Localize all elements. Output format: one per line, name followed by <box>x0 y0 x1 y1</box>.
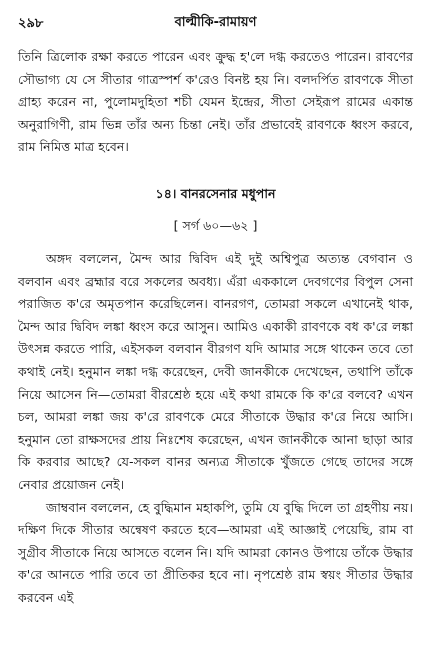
page-header <box>18 0 413 30</box>
page-number: ২৯৮ <box>18 16 44 31</box>
paragraph-jambavan: জাম্ববান বললেন, হে বুদ্ধিমান মহাকপি, তুমি যে বুদ্ধি দিলে তা গ্রহণীয় নয়। দক্ষিণ দিকে সীতার অন্বেষণ করতে হবে—আমরা এই আজ্ঞাই পেয়েছি, রাম বা সুগ্রীব সীতাকে নিয়ে আসতে বলেন নি। যদি আমরা কোনও উপায়ে তাঁকে উদ্ধার ক'রে আনতে পারি তবে তা প্রীতিকর হবে না। নৃপশ্রেষ্ঠ রাম স্বয়ং সীতার উদ্ধার করবেন এই <box>18 499 413 605</box>
paragraph-angada: অঙ্গদ বললেন, মৈন্দ আর দ্বিবিদ এই দুই অশ্বিপুত্র অত্যন্ত বেগবান ও বলবান এবং ব্রহ্মার বরে সকলের অবধ্য। এঁরা এককালে দেবগণের বিপুল সেনা পরাজিত ক'রে অমৃতপান করেছিলেন। বানরগণ, তোমরা সকলে এখানেই থাক, মৈন্দ আর দ্বিবিদ লঙ্কা ধ্বংস করে আসুন। আমিও একাকী রাবণকে বধ ক'রে লঙ্কা উৎসন্ন করতে পারি, এইসকল বলবান বীরগণ যদি আমার সঙ্গে থাকেন তবে তো কথাই নেই। হনুমান লঙ্কা দগ্ধ করেছেন, দেবী জানকীকে দেখেছেন, তথাপি তাঁকে নিয়ে আসেন নি—তোমরা বীরশ্রেষ্ঠ হয়ে এই কথা রামকে কি ক'রে বলবে? এখন চল, আমরা লঙ্কা জয় ক'রে রাবণকে মেরে সীতাকে উদ্ধার ক'রে নিয়ে আসি। হনুমান তো রাক্ষসদের প্রায় নিঃশেষ করেছেন, এখন জানকীকে আনা ছাড়া আর কি করবার আছে? যে-সকল বানর অন্যত্র সীতাকে খুঁজতে গেছে তাদের সঙ্গে নেবার প্রয়োজন নেই। <box>18 250 413 492</box>
section-title: ১৪। বানরসেনার মধুপান <box>155 185 276 201</box>
paragraph-continued: তিনি ত্রিলোক রক্ষা করতে পারেন এবং ক্রুদ্ধ হ'লে দগ্ধ করতেও পারেন। রাবণের সৌভাগ্য যে সে সীতার গাত্রস্পর্শ ক'রেও বিনষ্ট হয় নি। বলদর্পিত রাবণকে সীতা গ্রাহ্য করেন না, পুলোমদুহিতা শচী যেমন ইন্দ্রের, সীতা সেইরূপ রামের একান্ত অনুরাগিণী, রাম ভিন্ন তাঁর অন্য চিন্তা নেই। তাঁর প্রভাবেই রাবণকে ধ্বংস করবে, রাম নিমিত্ত মাত্র হবেন। <box>18 49 413 155</box>
sarga-range: [ সর্গ ৬০—৬২ ] <box>173 217 258 233</box>
running-title: বাল্মীকি-রামায়ণ <box>174 15 257 30</box>
